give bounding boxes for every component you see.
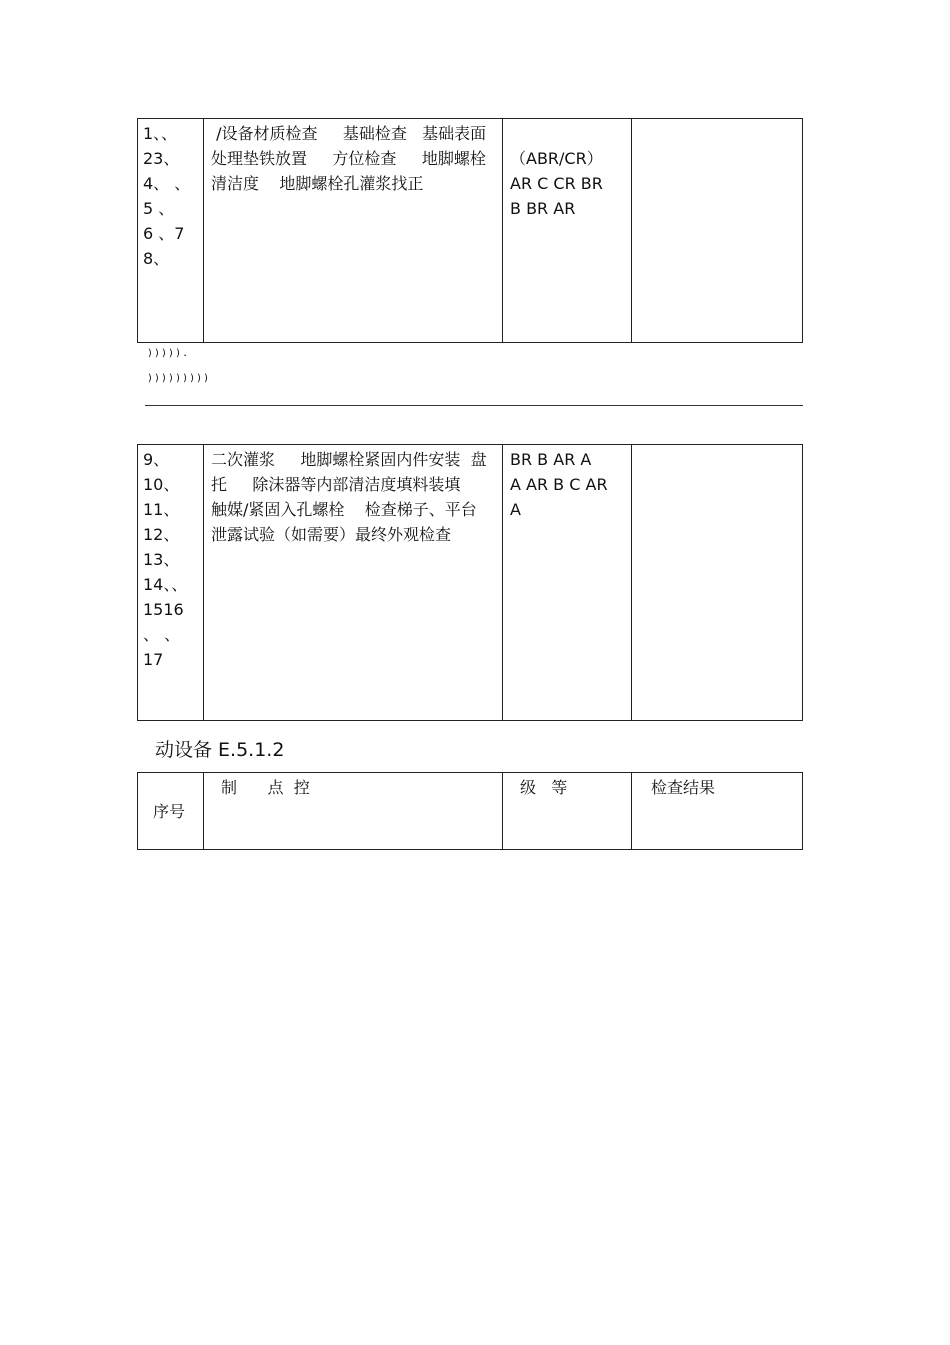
table-row [138, 445, 803, 721]
page-divider [145, 405, 803, 406]
section-title: 动设备 E.5.1.2 [155, 739, 285, 761]
result-cell [632, 445, 802, 447]
paren-line-1: ))))). [147, 348, 190, 359]
sequence-cell: 9、 10、 11、 12、 13、 14、、 1516 、 、 17 [143, 450, 188, 669]
rotating-equipment-table [137, 772, 803, 850]
grade-cell: BR B AR A A AR B C AR A [510, 450, 608, 519]
header-result: 检查结果 [651, 778, 716, 797]
table-row [138, 119, 803, 343]
inspection-items-cell: /设备材质检查 基础检查 基础表面处理垫铁放置 方位检查 地脚螺栓清洁度 地脚螺栓孔灌浆找正 [211, 124, 487, 193]
header-row [138, 773, 803, 850]
sequence-cell: 1、、 23、 4、 、 5 、 6 、7 8、 [143, 124, 191, 268]
header-seq: 序号 [153, 802, 186, 821]
result-cell [632, 119, 802, 121]
header-level: 级 等 [520, 778, 568, 797]
header-control-point: 制 点 控 [221, 778, 310, 797]
inspection-table-2 [137, 444, 803, 721]
paren-line-2: ))))))))) [147, 373, 211, 384]
inspection-items-cell: 二次灌浆 地脚螺栓紧固内件安装 盘 托 除沫器等内部清洁度填料装填 触媒/紧固入孔螺栓 检查梯子、平台 泄露试验（如需要）最终外观检查 [211, 450, 503, 544]
inspection-table-1 [137, 118, 803, 343]
grade-cell: （ABR/CR） AR C CR BR B BR AR [510, 149, 603, 218]
